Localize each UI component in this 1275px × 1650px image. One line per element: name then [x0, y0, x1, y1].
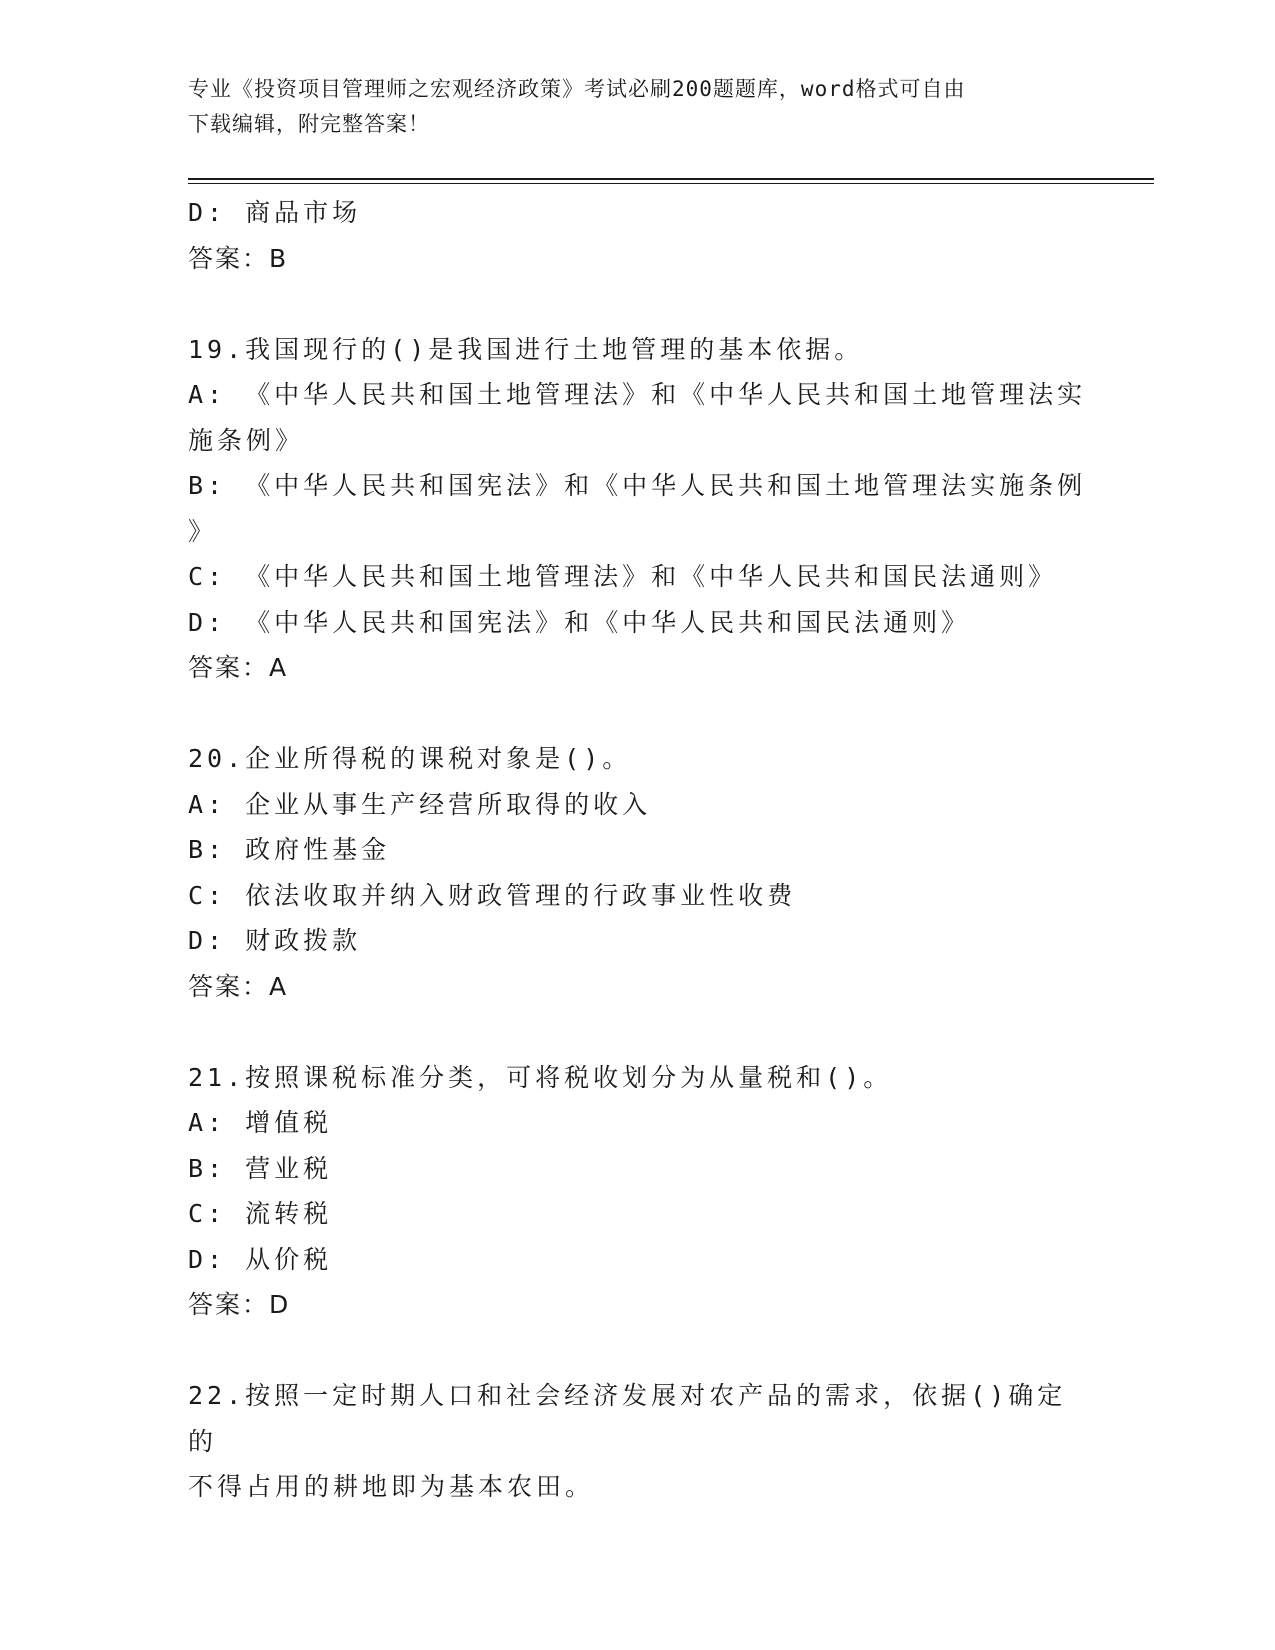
option-b: B: 《中华人民共和国宪法》和《中华人民共和国土地管理法实施条例 [188, 471, 1087, 500]
option-b: B: 政府性基金 [188, 835, 391, 864]
option-c: C: 流转税 [188, 1199, 333, 1228]
question-stem: 19.我国现行的()是我国进行土地管理的基本依据。 [188, 334, 864, 364]
page-header [188, 72, 1088, 142]
answer-line: 答案：A [188, 653, 289, 682]
header-line-2: 下载编辑，附完整答案！ [188, 112, 430, 136]
option-c: C: 依法收取并纳入财政管理的行政事业性收费 [188, 880, 797, 910]
option-b-continued: 》 [188, 516, 218, 546]
answer-line: 答案：A [188, 971, 289, 1001]
option-a: A: 增值税 [188, 1108, 333, 1137]
question-stem: 21.按照课税标准分类，可将税收划分为从量税和()。 [188, 1062, 893, 1092]
option-a: A: 企业从事生产经营所取得的收入 [188, 789, 652, 819]
question-18-tail [188, 190, 1088, 281]
answer-line: 答案：B [188, 243, 289, 273]
question-21 [188, 1055, 1088, 1328]
option-a: A: 《中华人民共和国土地管理法》和《中华人民共和国土地管理法实 [188, 380, 1087, 409]
question-stem-continued: 不得占用的耕地即为基本农田。 [188, 1472, 595, 1501]
option-d: D: 《中华人民共和国宪法》和《中华人民共和国民法通则》 [188, 607, 971, 637]
question-20 [188, 736, 1088, 1009]
question-stem: 20.企业所得税的课税对象是()。 [188, 744, 632, 773]
option-d: D: 财政拨款 [188, 926, 362, 955]
header-divider-thick [188, 178, 1154, 180]
option-d: D: 商品市场 [188, 198, 362, 227]
option-c: C: 《中华人民共和国土地管理法》和《中华人民共和国民法通则》 [188, 562, 1058, 591]
header-divider-thin [188, 183, 1154, 184]
option-d: D: 从价税 [188, 1244, 333, 1274]
question-19 [188, 327, 1088, 691]
option-a-continued: 施条例》 [188, 425, 305, 455]
header-line-1: 专业《投资项目管理师之宏观经济政策》考试必刷200题题库，word格式可自由 [188, 77, 966, 101]
question-content [188, 190, 1088, 1510]
option-b: B: 营业税 [188, 1153, 333, 1183]
question-22 [188, 1373, 1088, 1510]
question-stem: 22.按照一定时期人口和社会经济发展对农产品的需求，依据()确定的 [188, 1381, 1067, 1456]
answer-line: 答案：D [188, 1290, 291, 1319]
